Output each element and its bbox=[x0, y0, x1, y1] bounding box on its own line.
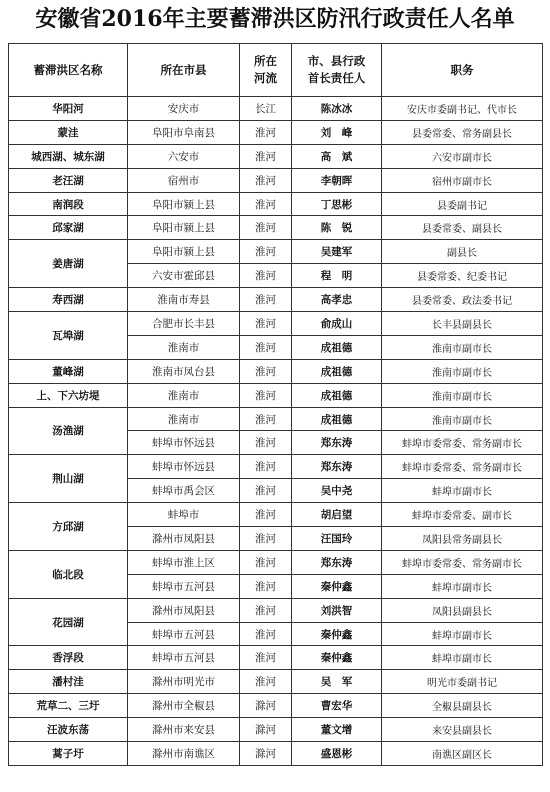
cell-official: 秦仲鑫 bbox=[292, 574, 382, 598]
header-county: 所在市县 bbox=[128, 44, 240, 97]
cell-area-name: 香浮段 bbox=[9, 646, 128, 670]
cell-role: 蚌埠市委常委、常务副市长 bbox=[382, 550, 543, 574]
cell-county: 淮南市凤台县 bbox=[128, 359, 240, 383]
cell-official: 刘 峰 bbox=[292, 120, 382, 144]
table-row bbox=[9, 216, 543, 240]
cell-river: 淮河 bbox=[240, 312, 292, 336]
cell-county: 滁州市南谯区 bbox=[128, 742, 240, 766]
header-official: 市、县行政 首长责任人 bbox=[292, 44, 382, 97]
cell-river: 淮河 bbox=[240, 168, 292, 192]
cell-role: 县委常委、副县长 bbox=[382, 216, 543, 240]
cell-river: 淮河 bbox=[240, 598, 292, 622]
cell-county: 蚌埠市淮上区 bbox=[128, 550, 240, 574]
cell-area-name: 方邱湖 bbox=[9, 503, 128, 551]
cell-river: 淮河 bbox=[240, 192, 292, 216]
cell-official: 成祖德 bbox=[292, 383, 382, 407]
cell-role: 长丰县副县长 bbox=[382, 312, 543, 336]
cell-role: 蚌埠市委常委、常务副市长 bbox=[382, 431, 543, 455]
cell-river: 淮河 bbox=[240, 574, 292, 598]
cell-official: 丁思彬 bbox=[292, 192, 382, 216]
cell-official: 吴 军 bbox=[292, 670, 382, 694]
cell-role: 蚌埠市副市长 bbox=[382, 574, 543, 598]
cell-role: 南谯区副区长 bbox=[382, 742, 543, 766]
table-row bbox=[9, 312, 543, 336]
cell-river: 淮河 bbox=[240, 646, 292, 670]
table-row bbox=[9, 742, 543, 766]
cell-area-name: 临北段 bbox=[9, 550, 128, 598]
cell-county: 淮南市 bbox=[128, 383, 240, 407]
table-row bbox=[9, 503, 543, 527]
cell-official: 成祖德 bbox=[292, 359, 382, 383]
cell-county: 淮南市寿县 bbox=[128, 288, 240, 312]
cell-official: 吴中尧 bbox=[292, 479, 382, 503]
cell-role: 蚌埠市委常委、常务副市长 bbox=[382, 455, 543, 479]
cell-area-name: 荒草二、三圩 bbox=[9, 694, 128, 718]
table-row bbox=[9, 97, 543, 121]
cell-official: 盛恩彬 bbox=[292, 742, 382, 766]
cell-county: 蚌埠市五河县 bbox=[128, 646, 240, 670]
table-row bbox=[9, 168, 543, 192]
cell-river: 淮河 bbox=[240, 335, 292, 359]
cell-official: 郑东涛 bbox=[292, 550, 382, 574]
cell-role: 宿州市副市长 bbox=[382, 168, 543, 192]
cell-role: 蚌埠市委常委、副市长 bbox=[382, 503, 543, 527]
cell-area-name: 南润段 bbox=[9, 192, 128, 216]
cell-river: 淮河 bbox=[240, 622, 292, 646]
cell-river: 淮河 bbox=[240, 288, 292, 312]
cell-role: 凤阳县副县长 bbox=[382, 598, 543, 622]
cell-county: 六安市霍邱县 bbox=[128, 264, 240, 288]
cell-river: 淮河 bbox=[240, 431, 292, 455]
cell-official: 陈 锐 bbox=[292, 216, 382, 240]
cell-county: 六安市 bbox=[128, 144, 240, 168]
cell-role: 县委副书记 bbox=[382, 192, 543, 216]
cell-river: 淮河 bbox=[240, 264, 292, 288]
header-river: 所在 河流 bbox=[240, 44, 292, 97]
cell-official: 成祖德 bbox=[292, 335, 382, 359]
cell-river: 滁河 bbox=[240, 742, 292, 766]
table-row bbox=[9, 670, 543, 694]
cell-official: 陈冰冰 bbox=[292, 97, 382, 121]
cell-county: 蚌埠市怀远县 bbox=[128, 455, 240, 479]
table-row bbox=[9, 359, 543, 383]
cell-river: 滁河 bbox=[240, 718, 292, 742]
cell-area-name: 荆山湖 bbox=[9, 455, 128, 503]
cell-official: 刘洪智 bbox=[292, 598, 382, 622]
cell-official: 郑东涛 bbox=[292, 431, 382, 455]
cell-county: 安庆市 bbox=[128, 97, 240, 121]
responsibility-table bbox=[8, 43, 543, 766]
cell-county: 淮南市 bbox=[128, 407, 240, 431]
table-row bbox=[9, 120, 543, 144]
cell-river: 淮河 bbox=[240, 240, 292, 264]
cell-county: 宿州市 bbox=[128, 168, 240, 192]
cell-area-name: 姜唐湖 bbox=[9, 240, 128, 288]
cell-official: 高 斌 bbox=[292, 144, 382, 168]
cell-role: 全椒县副县长 bbox=[382, 694, 543, 718]
table-row bbox=[9, 192, 543, 216]
cell-county: 蚌埠市怀远县 bbox=[128, 431, 240, 455]
cell-river: 淮河 bbox=[240, 383, 292, 407]
cell-area-name: 花园湖 bbox=[9, 598, 128, 646]
cell-area-name: 老汪湖 bbox=[9, 168, 128, 192]
table-row bbox=[9, 598, 543, 622]
table-header-row bbox=[9, 44, 543, 97]
cell-county: 滁州市凤阳县 bbox=[128, 598, 240, 622]
cell-area-name: 董峰湖 bbox=[9, 359, 128, 383]
document-title: 安徽省2016年主要蓄滞洪区防汛行政责任人名单 bbox=[35, 6, 515, 32]
cell-river: 长江 bbox=[240, 97, 292, 121]
cell-role: 六安市副市长 bbox=[382, 144, 543, 168]
table-row bbox=[9, 240, 543, 264]
cell-official: 程 明 bbox=[292, 264, 382, 288]
cell-role: 淮南市副市长 bbox=[382, 407, 543, 431]
cell-role: 副县长 bbox=[382, 240, 543, 264]
cell-role: 县委常委、常务副县长 bbox=[382, 120, 543, 144]
cell-river: 淮河 bbox=[240, 479, 292, 503]
cell-role: 县委常委、纪委书记 bbox=[382, 264, 543, 288]
cell-river: 滁河 bbox=[240, 694, 292, 718]
cell-county: 阜阳市颍上县 bbox=[128, 216, 240, 240]
cell-river: 淮河 bbox=[240, 144, 292, 168]
cell-role: 蚌埠市副市长 bbox=[382, 646, 543, 670]
cell-official: 俞成山 bbox=[292, 312, 382, 336]
table-row bbox=[9, 144, 543, 168]
cell-county: 阜阳市颍上县 bbox=[128, 240, 240, 264]
header-role: 职务 bbox=[382, 44, 543, 97]
cell-area-name: 华阳河 bbox=[9, 97, 128, 121]
cell-county: 淮南市 bbox=[128, 335, 240, 359]
cell-county: 滁州市凤阳县 bbox=[128, 527, 240, 551]
cell-county: 阜阳市阜南县 bbox=[128, 120, 240, 144]
cell-role: 淮南市副市长 bbox=[382, 359, 543, 383]
cell-role: 淮南市副市长 bbox=[382, 335, 543, 359]
cell-official: 秦仲鑫 bbox=[292, 622, 382, 646]
cell-river: 淮河 bbox=[240, 455, 292, 479]
cell-area-name: 寿西湖 bbox=[9, 288, 128, 312]
cell-official: 李朝晖 bbox=[292, 168, 382, 192]
cell-role: 蚌埠市副市长 bbox=[382, 622, 543, 646]
cell-river: 淮河 bbox=[240, 503, 292, 527]
table-row bbox=[9, 383, 543, 407]
cell-county: 蚌埠市 bbox=[128, 503, 240, 527]
cell-official: 高孝忠 bbox=[292, 288, 382, 312]
table-row bbox=[9, 550, 543, 574]
cell-official: 董文增 bbox=[292, 718, 382, 742]
cell-area-name: 汪波东荡 bbox=[9, 718, 128, 742]
cell-area-name: 上、下六坊堤 bbox=[9, 383, 128, 407]
cell-county: 蚌埠市五河县 bbox=[128, 622, 240, 646]
cell-role: 安庆市委副书记、代市长 bbox=[382, 97, 543, 121]
cell-official: 成祖德 bbox=[292, 407, 382, 431]
cell-river: 淮河 bbox=[240, 527, 292, 551]
cell-county: 滁州市全椒县 bbox=[128, 694, 240, 718]
cell-role: 凤阳县常务副县长 bbox=[382, 527, 543, 551]
cell-river: 淮河 bbox=[240, 120, 292, 144]
cell-river: 淮河 bbox=[240, 359, 292, 383]
cell-official: 郑东涛 bbox=[292, 455, 382, 479]
table-body bbox=[9, 97, 543, 766]
cell-official: 吴建军 bbox=[292, 240, 382, 264]
cell-county: 滁州市明光市 bbox=[128, 670, 240, 694]
table-row bbox=[9, 694, 543, 718]
cell-area-name: 邱家湖 bbox=[9, 216, 128, 240]
cell-county: 合肥市长丰县 bbox=[128, 312, 240, 336]
cell-official: 胡启望 bbox=[292, 503, 382, 527]
cell-river: 淮河 bbox=[240, 216, 292, 240]
cell-county: 蚌埠市五河县 bbox=[128, 574, 240, 598]
table-row bbox=[9, 718, 543, 742]
cell-area-name: 潘村洼 bbox=[9, 670, 128, 694]
cell-role: 淮南市副市长 bbox=[382, 383, 543, 407]
cell-role: 蚌埠市副市长 bbox=[382, 479, 543, 503]
cell-river: 淮河 bbox=[240, 670, 292, 694]
cell-area-name: 蒿子圩 bbox=[9, 742, 128, 766]
cell-role: 县委常委、政法委书记 bbox=[382, 288, 543, 312]
table-row bbox=[9, 455, 543, 479]
cell-river: 淮河 bbox=[240, 550, 292, 574]
cell-county: 滁州市来安县 bbox=[128, 718, 240, 742]
cell-area-name: 城西湖、城东湖 bbox=[9, 144, 128, 168]
table-row bbox=[9, 288, 543, 312]
cell-role: 明光市委副书记 bbox=[382, 670, 543, 694]
cell-official: 秦仲鑫 bbox=[292, 646, 382, 670]
cell-county: 蚌埠市禹会区 bbox=[128, 479, 240, 503]
cell-official: 汪国玲 bbox=[292, 527, 382, 551]
header-area: 蓄滞洪区名称 bbox=[9, 44, 128, 97]
cell-county: 阜阳市颍上县 bbox=[128, 192, 240, 216]
cell-official: 曹宏华 bbox=[292, 694, 382, 718]
cell-area-name: 瓦埠湖 bbox=[9, 312, 128, 360]
table-row bbox=[9, 646, 543, 670]
cell-area-name: 汤渔湖 bbox=[9, 407, 128, 455]
cell-role: 来安县副县长 bbox=[382, 718, 543, 742]
cell-river: 淮河 bbox=[240, 407, 292, 431]
cell-area-name: 蒙洼 bbox=[9, 120, 128, 144]
table-row bbox=[9, 407, 543, 431]
